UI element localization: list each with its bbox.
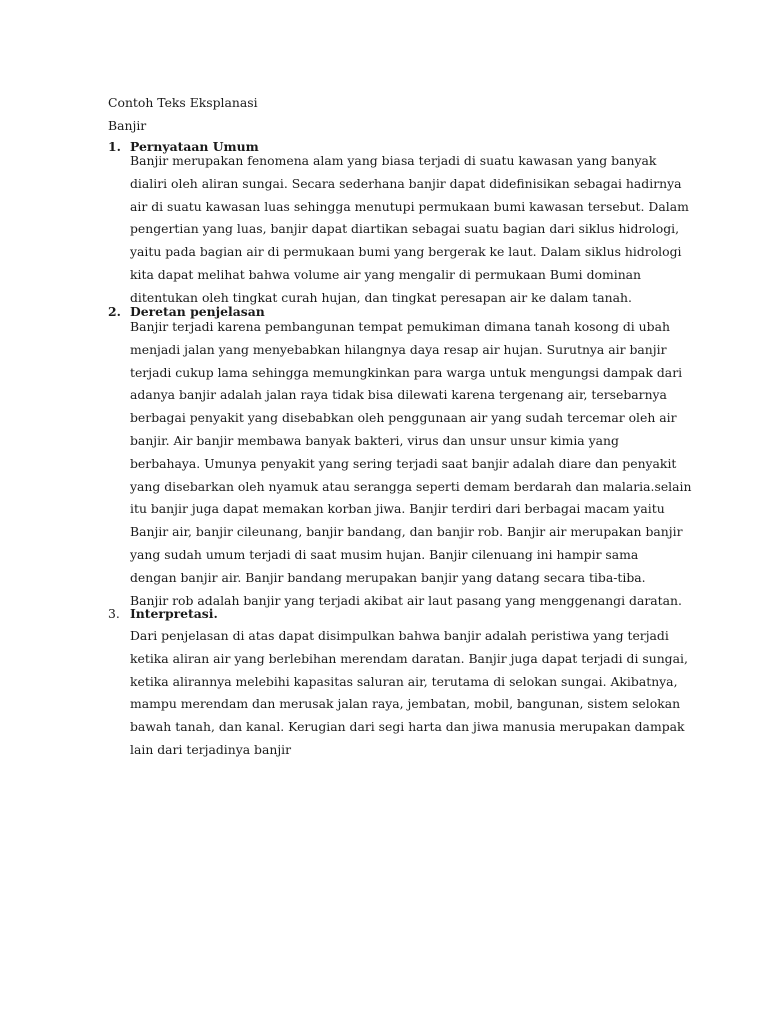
paragraph-line: terjadi cukup lama sehingga memungkinkan para warga untuk mengungsi dampak dari	[130, 364, 683, 380]
paragraph-line: Banjir air, banjir cileunang, banjir bandang, dan banjir rob. Banjir air merupakan banjir	[130, 524, 683, 540]
paragraph-line: Banjir terjadi karena pembangunan tempat pemukiman dimana tanah kosong di ubah	[130, 319, 670, 334]
paragraph-line: air di suatu kawasan luas sehingga menutupi permukaan bumi kawasan tersebut. Dalam	[130, 198, 689, 214]
paragraph-line: bawah tanah, dan kanal. Kerugian dari segi harta dan jiwa manusia merupakan dampak	[130, 719, 685, 735]
paragraph-line: dengan banjir air. Banjir bandang merupakan banjir yang datang secara tiba-tiba.	[130, 569, 646, 585]
paragraph-line: berbagai penyakit yang disebabkan oleh penggunaan air yang sudah tercemar oleh air	[130, 410, 677, 426]
paragraph-line: yaitu pada bagian air di permukaan bumi yang bergerak ke laut. Dalam siklus hidrologi	[130, 244, 682, 260]
section-2-paragraph	[130, 316, 692, 612]
section-1-paragraph	[130, 150, 689, 310]
section-3-paragraph	[130, 625, 688, 762]
document-title: Contoh Teks Eksplanasi	[108, 95, 258, 110]
paragraph-line: ditentukan oleh tingkat curah hujan, dan tingkat peresapan air ke dalam tanah.	[130, 289, 632, 305]
paragraph-line: pengertian yang luas, banjir dapat diartikan sebagai suatu bagian dari siklus hidrologi,	[130, 221, 680, 237]
section-1-heading: Pernyataan Umum	[130, 139, 259, 154]
paragraph-line: kita dapat melihat bahwa volume air yang mengalir di permukaan Bumi dominan	[130, 266, 642, 282]
paragraph-line: Banjir merupakan fenomena alam yang biasa terjadi di suatu kawasan yang banyak	[130, 153, 657, 168]
paragraph-line: yang sudah umum terjadi di saat musim hujan. Banjir cilenuang ini hampir sama	[130, 546, 639, 562]
section-2-heading: Deretan penjelasan	[130, 304, 265, 319]
paragraph-line: banjir. Air banjir membawa banyak bakteri, virus dan unsur unsur kimia yang	[130, 432, 619, 448]
section-1-number: 1.	[108, 139, 121, 154]
paragraph-line: Dari penjelasan di atas dapat disimpulkan bahwa banjir adalah peristiwa yang terjadi	[130, 628, 669, 643]
paragraph-line: dialiri oleh aliran sungai. Secara sederhana banjir dapat didefinisikan sebagai hadirnya	[130, 175, 682, 191]
paragraph-line: mampu merendam dan merusak jalan raya, jembatan, mobil, bangunan, sistem selokan	[130, 696, 681, 712]
section-3-heading: Interpretasi.	[130, 606, 218, 621]
paragraph-line: ketika aliran air yang berlebihan merendam daratan. Banjir juga dapat terjadi di sungai,	[130, 650, 688, 666]
paragraph-line: berbahaya. Umunya penyakit yang sering terjadi saat banjir adalah diare dan penyakit	[130, 455, 677, 471]
section-3-number: 3.	[108, 606, 120, 621]
paragraph-line: Banjir rob adalah banjir yang terjadi akibat air laut pasang yang menggenangi daratan.	[130, 592, 682, 608]
paragraph-line: lain dari terjadinya banjir	[130, 741, 292, 757]
section-2-number: 2.	[108, 304, 121, 319]
paragraph-line: itu banjir juga dapat memakan korban jiwa. Banjir terdiri dari berbagai macam yaitu	[130, 501, 665, 517]
paragraph-line: ketika alirannya melebihi kapasitas saluran air, terutama di selokan sungai. Akibatnya,	[130, 673, 678, 689]
paragraph-line: adanya banjir adalah jalan raya tidak bisa dilewati karena tergenang air, tersebarnya	[130, 387, 667, 403]
paragraph-line: menjadi jalan yang menyebabkan hilangnya daya resap air hujan. Surutnya air banjir	[130, 341, 667, 357]
document-subject: Banjir	[108, 118, 147, 133]
paragraph-line: yang disebarkan oleh nyamuk atau serangga seperti demam berdarah dan malaria.selain	[130, 478, 692, 494]
